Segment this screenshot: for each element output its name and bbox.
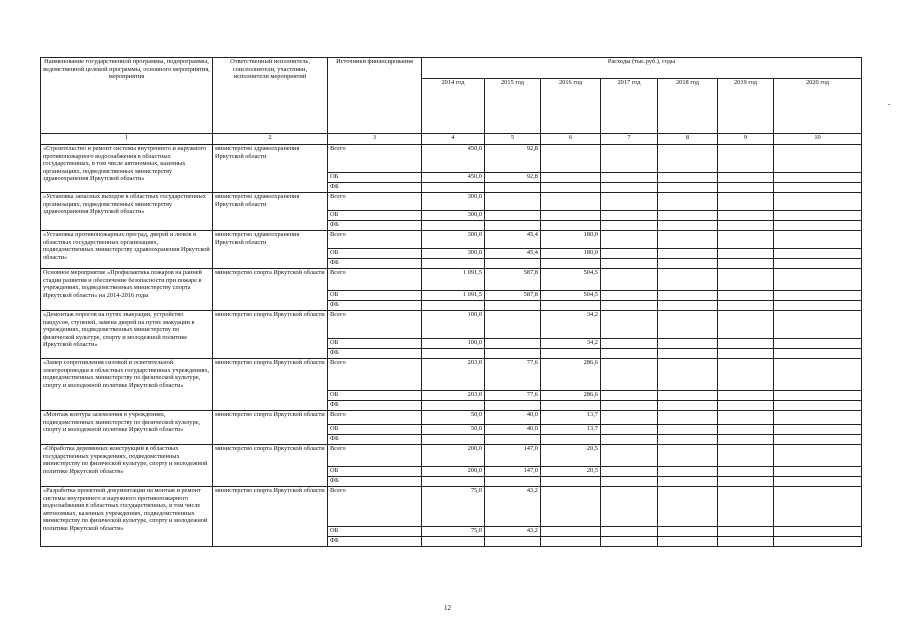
- amount-ob: [601, 339, 658, 349]
- header-executor-column: Ответственный исполнитель, соисполнители, участники, исполнители мероприятий: [213, 58, 328, 134]
- amount-ob: [601, 249, 658, 259]
- column-number: 6: [541, 134, 601, 145]
- amount-total: [718, 145, 774, 173]
- amount-total: 203,0: [422, 359, 485, 391]
- amount-ob: [774, 339, 862, 349]
- amount-fb: [601, 259, 658, 269]
- amount-total: 77,6: [485, 359, 541, 391]
- amount-fb: [718, 537, 774, 547]
- source-total-label: Всего: [328, 411, 422, 425]
- amount-fb: [718, 183, 774, 193]
- source-fb-label: ФБ: [328, 259, 422, 269]
- amount-ob: [541, 211, 601, 221]
- amount-fb: [485, 221, 541, 231]
- amount-fb: [541, 349, 601, 359]
- column-number: 5: [485, 134, 541, 145]
- amount-total: [774, 269, 862, 291]
- amount-fb: [601, 221, 658, 231]
- amount-fb: [541, 301, 601, 311]
- amount-ob: 587,8: [485, 291, 541, 301]
- program-name: «Монтаж контура заземления в учреждениях, подведомственных министерству по физической культуре, спорту и молодежной политике Иркутской области»: [41, 411, 213, 445]
- source-ob-label: ОБ: [328, 291, 422, 301]
- amount-total: [718, 231, 774, 249]
- header-name-column: Наименование государственной программы, подпрограммы, ведомственной целевой программы, основного мероприятия, мероприятия: [41, 58, 213, 134]
- amount-total: [601, 193, 658, 211]
- amount-total: 34,2: [541, 311, 601, 339]
- amount-ob: [541, 527, 601, 537]
- source-fb-label: ФБ: [328, 349, 422, 359]
- amount-total: [774, 193, 862, 211]
- program-executor: министерство здравоохранения Иркутской области: [213, 193, 328, 231]
- amount-ob: [718, 211, 774, 221]
- amount-ob: 45,4: [485, 249, 541, 259]
- amount-ob: [658, 391, 718, 401]
- amount-fb: [658, 477, 718, 487]
- amount-fb: [422, 349, 485, 359]
- amount-fb: [774, 435, 862, 445]
- amount-total: 147,0: [485, 445, 541, 467]
- amount-ob: 92,8: [485, 173, 541, 183]
- amount-total: [774, 359, 862, 391]
- amount-ob: [774, 425, 862, 435]
- source-total-label: Всего: [328, 311, 422, 339]
- amount-total: 43,2: [485, 487, 541, 527]
- amount-fb: [601, 301, 658, 311]
- source-total-label: Всего: [328, 445, 422, 467]
- amount-fb: [541, 477, 601, 487]
- amount-total: [658, 231, 718, 249]
- amount-fb: [658, 401, 718, 411]
- program-executor: министерство спорта Иркутской области: [213, 311, 328, 359]
- amount-ob: [658, 173, 718, 183]
- program-executor: министерство здравоохранения Иркутской области: [213, 145, 328, 193]
- amount-total: 200,0: [422, 445, 485, 467]
- amount-total: 450,0: [422, 145, 485, 173]
- amount-ob: 100,0: [422, 339, 485, 349]
- amount-fb: [485, 349, 541, 359]
- amount-total: [718, 193, 774, 211]
- amount-fb: [774, 401, 862, 411]
- amount-total: 300,0: [422, 193, 485, 211]
- amount-total: [601, 487, 658, 527]
- header-year: 2020 год: [774, 79, 862, 134]
- amount-fb: [718, 259, 774, 269]
- amount-fb: [422, 401, 485, 411]
- amount-fb: [601, 477, 658, 487]
- amount-ob: 77,6: [485, 391, 541, 401]
- column-number: 8: [658, 134, 718, 145]
- program-executor: министерство спорта Иркутской области: [213, 269, 328, 311]
- amount-fb: [774, 477, 862, 487]
- amount-ob: [601, 211, 658, 221]
- amount-fb: [718, 221, 774, 231]
- amount-fb: [485, 401, 541, 411]
- header-year: 2018 год: [658, 79, 718, 134]
- amount-fb: [485, 537, 541, 547]
- amount-ob: [658, 467, 718, 477]
- amount-ob: [541, 173, 601, 183]
- amount-fb: [422, 477, 485, 487]
- source-fb-label: ФБ: [328, 401, 422, 411]
- amount-ob: [718, 527, 774, 537]
- amount-ob: [601, 391, 658, 401]
- amount-total: [541, 193, 601, 211]
- amount-fb: [422, 301, 485, 311]
- program-name: «Замер сопротивления силовой и осветительной электропроводки в областных государственных учреждениях, подведомственных министерству по физической культуре, спорту и молодежной политике Иркутской области»: [41, 359, 213, 411]
- amount-total: 300,0: [422, 231, 485, 249]
- amount-total: [601, 359, 658, 391]
- amount-total: 180,0: [541, 231, 601, 249]
- amount-ob: 13,7: [541, 425, 601, 435]
- header-year: 2014 год: [422, 79, 485, 134]
- amount-ob: 286,6: [541, 391, 601, 401]
- program-executor: министерство спорта Иркутской области: [213, 487, 328, 547]
- program-total-row: [41, 231, 862, 249]
- amount-total: [774, 311, 862, 339]
- amount-total: [658, 311, 718, 339]
- program-executor: министерство спорта Иркутской области: [213, 359, 328, 411]
- amount-ob: [774, 391, 862, 401]
- amount-ob: [601, 467, 658, 477]
- header-year: 2019 год: [718, 79, 774, 134]
- amount-ob: [658, 339, 718, 349]
- amount-fb: [658, 349, 718, 359]
- header-year: 2016 год: [541, 79, 601, 134]
- source-ob-label: ОБ: [328, 249, 422, 259]
- program-total-row: [41, 145, 862, 173]
- source-fb-label: ФБ: [328, 221, 422, 231]
- column-number: 7: [601, 134, 658, 145]
- amount-fb: [601, 435, 658, 445]
- source-total-label: Всего: [328, 269, 422, 291]
- amount-fb: [485, 183, 541, 193]
- amount-ob: [774, 211, 862, 221]
- amount-total: [601, 269, 658, 291]
- amount-total: 286,6: [541, 359, 601, 391]
- amount-fb: [774, 221, 862, 231]
- amount-ob: 200,0: [422, 467, 485, 477]
- amount-ob: [601, 291, 658, 301]
- source-ob-label: ОБ: [328, 339, 422, 349]
- column-number: 3: [328, 134, 422, 145]
- source-fb-label: ФБ: [328, 537, 422, 547]
- amount-total: [601, 311, 658, 339]
- amount-ob: 300,0: [422, 249, 485, 259]
- amount-fb: [658, 537, 718, 547]
- program-total-row: [41, 269, 862, 291]
- amount-fb: [601, 537, 658, 547]
- amount-ob: 203,0: [422, 391, 485, 401]
- program-total-row: [41, 193, 862, 211]
- amount-ob: 40,0: [485, 425, 541, 435]
- amount-fb: [718, 435, 774, 445]
- amount-total: [658, 487, 718, 527]
- amount-total: [485, 193, 541, 211]
- amount-fb: [541, 183, 601, 193]
- amount-fb: [485, 435, 541, 445]
- column-number: 9: [718, 134, 774, 145]
- source-total-label: Всего: [328, 359, 422, 391]
- amount-ob: [601, 527, 658, 537]
- amount-fb: [774, 537, 862, 547]
- program-name: «Строительство и ремонт системы внутреннего и наружного противопожарного водоснабжения в областных государственных, в том числе автономных, казенных организациях, подведомственных министерству здравоохранения Иркутской области»: [41, 145, 213, 193]
- amount-total: 40,0: [485, 411, 541, 425]
- amount-fb: [718, 349, 774, 359]
- amount-total: [541, 487, 601, 527]
- program-total-row: [41, 411, 862, 425]
- amount-ob: 450,0: [422, 173, 485, 183]
- amount-total: 92,8: [485, 145, 541, 173]
- amount-fb: [422, 259, 485, 269]
- column-number: 10: [774, 134, 862, 145]
- source-total-label: Всего: [328, 145, 422, 173]
- amount-fb: [541, 221, 601, 231]
- amount-fb: [422, 221, 485, 231]
- source-ob-label: ОБ: [328, 467, 422, 477]
- source-total-label: Всего: [328, 193, 422, 211]
- amount-fb: [774, 349, 862, 359]
- program-name: «Разработка проектной документации на монтаж и ремонт системы внутреннего и наружного противопожарного водоснабжения в областных государственных, в том числе автономных, казенных учреждениях, подведомственных министерству по физической культуре, спорту и молодежной политике Иркутской области»: [41, 487, 213, 547]
- amount-fb: [774, 301, 862, 311]
- amount-ob: [718, 291, 774, 301]
- source-fb-label: ФБ: [328, 301, 422, 311]
- program-executor: министерство спорта Иркутской области: [213, 445, 328, 487]
- amount-ob: [485, 211, 541, 221]
- program-name: «Установка противопожарных преград, дверей и люков в областных государственных организациях, подведомственных министерству здравоохранения Иркутской области»: [41, 231, 213, 269]
- amount-fb: [601, 401, 658, 411]
- source-total-label: Всего: [328, 487, 422, 527]
- amount-total: 100,0: [422, 311, 485, 339]
- program-executor: министерство здравоохранения Иркутской области: [213, 231, 328, 269]
- amount-fb: [658, 221, 718, 231]
- amount-total: [774, 231, 862, 249]
- amount-ob: [718, 467, 774, 477]
- amount-fb: [485, 301, 541, 311]
- amount-ob: 50,0: [422, 425, 485, 435]
- amount-ob: [774, 249, 862, 259]
- amount-total: [774, 445, 862, 467]
- amount-ob: [658, 211, 718, 221]
- amount-ob: [658, 527, 718, 537]
- source-ob-label: ОБ: [328, 211, 422, 221]
- column-number: 1: [41, 134, 213, 145]
- amount-fb: [422, 537, 485, 547]
- amount-fb: [774, 183, 862, 193]
- page-number: 12: [444, 604, 451, 612]
- amount-total: [718, 359, 774, 391]
- amount-ob: 1 091,5: [422, 291, 485, 301]
- amount-total: [601, 445, 658, 467]
- amount-fb: [541, 435, 601, 445]
- amount-total: [658, 445, 718, 467]
- amount-total: 75,0: [422, 487, 485, 527]
- source-ob-label: ОБ: [328, 391, 422, 401]
- source-total-label: Всего: [328, 231, 422, 249]
- amount-total: 13,7: [541, 411, 601, 425]
- amount-ob: 43,2: [485, 527, 541, 537]
- amount-fb: [718, 301, 774, 311]
- program-executor: министерство спорта Иркутской области: [213, 411, 328, 445]
- amount-ob: 34,2: [541, 339, 601, 349]
- amount-fb: [718, 477, 774, 487]
- amount-fb: [541, 537, 601, 547]
- source-ob-label: ОБ: [328, 173, 422, 183]
- amount-total: [485, 311, 541, 339]
- amount-total: [718, 269, 774, 291]
- amount-total: 587,8: [485, 269, 541, 291]
- column-number: 2: [213, 134, 328, 145]
- amount-fb: [601, 349, 658, 359]
- amount-ob: [485, 339, 541, 349]
- amount-total: [718, 311, 774, 339]
- amount-total: 45,4: [485, 231, 541, 249]
- program-name: «Обработка деревянных конструкций в областных государственных учреждениях, подведомственных министерству по физической культуре, спорту и молодежной политике Иркутской области»: [41, 445, 213, 487]
- source-fb-label: ФБ: [328, 435, 422, 445]
- amount-ob: 180,0: [541, 249, 601, 259]
- amount-fb: [601, 183, 658, 193]
- amount-total: [718, 411, 774, 425]
- amount-total: [658, 193, 718, 211]
- amount-ob: [718, 173, 774, 183]
- amount-fb: [485, 477, 541, 487]
- amount-fb: [718, 401, 774, 411]
- source-ob-label: ОБ: [328, 527, 422, 537]
- amount-total: 1 091,5: [422, 269, 485, 291]
- amount-ob: [658, 425, 718, 435]
- amount-ob: [718, 339, 774, 349]
- amount-ob: [774, 173, 862, 183]
- header-expenses: Расходы (тыс.руб.), годы: [422, 58, 862, 79]
- source-ob-label: ОБ: [328, 425, 422, 435]
- amount-total: [718, 445, 774, 467]
- amount-total: [658, 411, 718, 425]
- program-total-row: [41, 487, 862, 527]
- amount-total: [658, 269, 718, 291]
- program-name: «Установка запасных выходов в областных государственных организациях, подведомственных министерству здравоохранения Иркутской области»: [41, 193, 213, 231]
- source-fb-label: ФБ: [328, 477, 422, 487]
- amount-fb: [658, 435, 718, 445]
- amount-ob: [774, 467, 862, 477]
- amount-ob: [774, 527, 862, 537]
- program-name: «Демонтаж порогов на путях эвакуации, устройство пандусов, ступеней, замена дверей на путях эвакуации в учреждениях, подведомственных министерству по физической культуре, спорту и молодежной политике Иркутской области»: [41, 311, 213, 359]
- amount-ob: [718, 249, 774, 259]
- header-source-column: Источники финансирования: [328, 58, 422, 134]
- amount-total: [774, 487, 862, 527]
- source-fb-label: ФБ: [328, 183, 422, 193]
- amount-ob: [774, 291, 862, 301]
- amount-total: [658, 359, 718, 391]
- amount-fb: [658, 301, 718, 311]
- amount-ob: [718, 425, 774, 435]
- amount-fb: [422, 435, 485, 445]
- amount-total: [774, 411, 862, 425]
- amount-ob: [601, 173, 658, 183]
- amount-fb: [658, 259, 718, 269]
- program-total-row: [41, 359, 862, 391]
- amount-ob: [718, 391, 774, 401]
- amount-total: 20,5: [541, 445, 601, 467]
- amount-total: 50,0: [422, 411, 485, 425]
- amount-ob: 504,5: [541, 291, 601, 301]
- amount-ob: 75,0: [422, 527, 485, 537]
- amount-total: [601, 411, 658, 425]
- budget-table: [40, 57, 862, 547]
- amount-fb: [485, 259, 541, 269]
- program-name: Основное мероприятие «Профилактика пожаров на ранней стадии развития и обеспечение безопасности при пожаре в учреждениях, подведомственных министерству спорта Иркутской области» на 2014-2016 годы: [41, 269, 213, 311]
- amount-fb: [541, 259, 601, 269]
- header-year: 2015 год: [485, 79, 541, 134]
- amount-ob: [601, 425, 658, 435]
- amount-total: [718, 487, 774, 527]
- amount-total: [774, 145, 862, 173]
- program-total-row: [41, 311, 862, 339]
- program-total-row: [41, 445, 862, 467]
- amount-total: [658, 145, 718, 173]
- amount-total: [601, 145, 658, 173]
- column-number: 4: [422, 134, 485, 145]
- amount-fb: [658, 183, 718, 193]
- amount-ob: [658, 249, 718, 259]
- amount-total: [541, 145, 601, 173]
- header-year: 2017 год: [601, 79, 658, 134]
- amount-ob: 147,0: [485, 467, 541, 477]
- amount-total: [601, 231, 658, 249]
- amount-ob: 20,5: [541, 467, 601, 477]
- edge-mark: -: [888, 100, 891, 108]
- amount-fb: [422, 183, 485, 193]
- amount-fb: [541, 401, 601, 411]
- amount-total: 504,5: [541, 269, 601, 291]
- amount-ob: [658, 291, 718, 301]
- amount-fb: [774, 259, 862, 269]
- amount-ob: 300,0: [422, 211, 485, 221]
